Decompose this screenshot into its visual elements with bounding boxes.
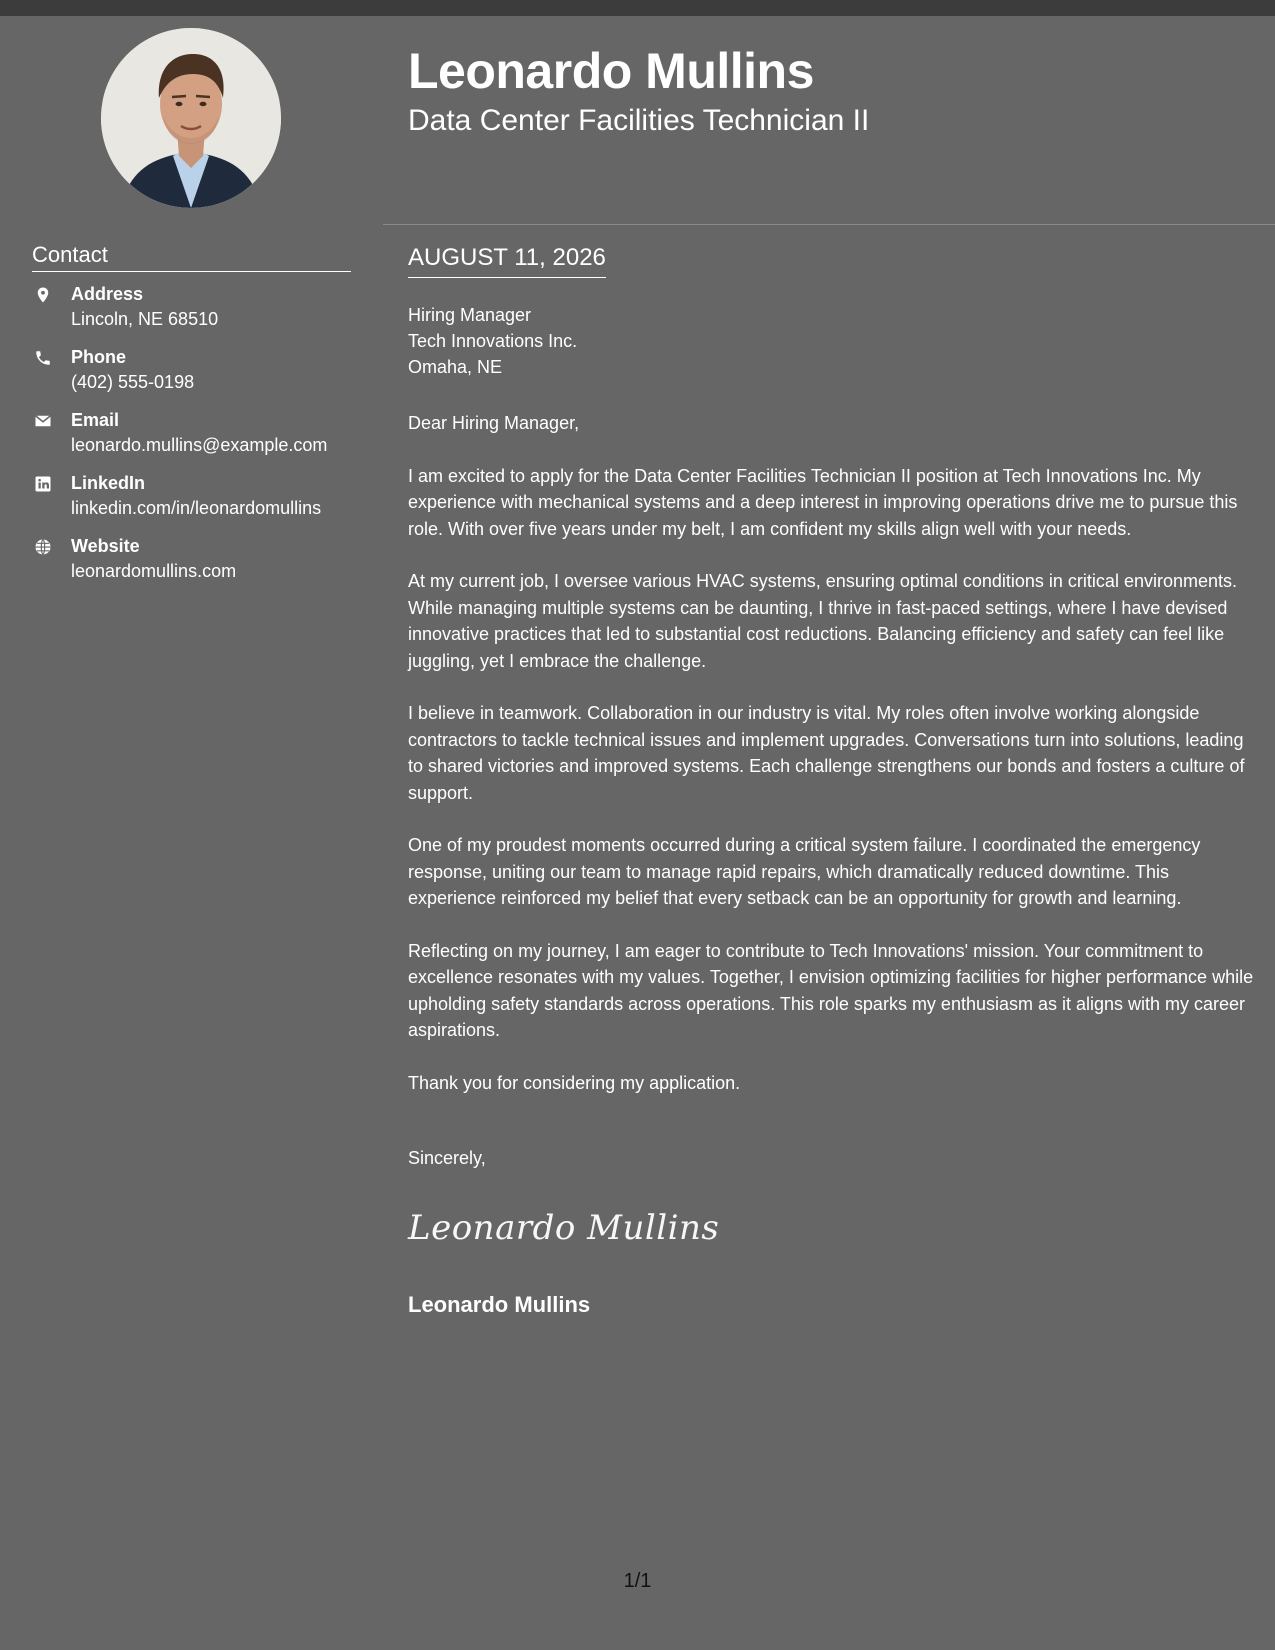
- contact-value[interactable]: linkedin.com/in/leonardomullins: [71, 498, 322, 518]
- location-pin-icon: [34, 286, 52, 304]
- contact-linkedin: [32, 473, 377, 536]
- profile-photo: [101, 28, 281, 208]
- closing: Sincerely,: [408, 1148, 486, 1168]
- contact-label: Website: [71, 536, 140, 556]
- letter-date: AUGUST 11, 2026: [408, 244, 606, 278]
- contact-label: Email: [71, 410, 120, 430]
- contact-phone: [32, 347, 377, 410]
- contact-list: [32, 284, 377, 599]
- recipient-location: Omaha, NE: [408, 357, 503, 377]
- contact-heading: Contact: [32, 242, 351, 272]
- salutation: Dear Hiring Manager,: [408, 413, 580, 433]
- letter-body: [408, 410, 1258, 1122]
- contact-value[interactable]: leonardo.mullins@example.com: [71, 435, 328, 455]
- contact-website: [32, 536, 377, 599]
- contact-label: Address: [71, 284, 144, 304]
- letter-paragraph: One of my proudest moments occurred during a critical system failure. I coordinated the emergency response, uniting our team to manage rapid repairs, which dramatically reduced downtime. This experience reinforced my belief that every setback can be an opportunity for growth and learning.: [408, 835, 1201, 908]
- contact-label: Phone: [71, 347, 127, 367]
- letter-paragraph: I believe in teamwork. Collaboration in our industry is vital. My roles often involve working alongside contractors to tackle technical issues and implement upgrades. Conversations turn into solutions, leading to shared victories and improved systems. Each challenge strengthens our bonds and fosters a culture of support.: [408, 703, 1245, 803]
- letter-paragraph: Reflecting on my journey, I am eager to contribute to Tech Innovations' mission. Your commitment to excellence resonates with my values. Together, I envision optimizing facilities for higher performance while upholding safety standards across operations. This role sparks my enthusiasm as it aligns with my career aspirations.: [408, 940, 1254, 1040]
- phone-icon: [34, 349, 52, 367]
- job-title: Data Center Facilities Technician II: [408, 104, 870, 137]
- sidebar: [0, 16, 383, 1650]
- contact-value: Lincoln, NE 68510: [71, 309, 219, 329]
- letter-paragraph: Thank you for considering my application.: [408, 1072, 741, 1093]
- page-number: 1/1: [623, 1570, 652, 1592]
- globe-icon: [34, 538, 52, 556]
- recipient-title: Hiring Manager: [408, 305, 532, 325]
- contact-value: (402) 555-0198: [71, 372, 195, 392]
- portrait-photo-icon: [101, 28, 281, 208]
- candidate-name: Leonardo Mullins: [408, 43, 814, 99]
- contact-label: LinkedIn: [71, 473, 146, 493]
- letter-paragraph: I am excited to apply for the Data Center Facilities Technician II position at Tech Innovations Inc. My experience with mechanical systems and a deep interest in improving operations drive me to pursue this role. With over five years under my belt, I am confident my skills align well with your needs.: [408, 465, 1238, 539]
- linkedin-icon: [34, 475, 52, 493]
- contact-address: [32, 284, 377, 347]
- handwritten-signature: Leonardo Mullins: [408, 1208, 720, 1248]
- recipient-company: Tech Innovations Inc.: [408, 331, 578, 351]
- header-divider: [383, 224, 1275, 225]
- top-bar: [0, 0, 1275, 16]
- recipient-block: [408, 302, 577, 380]
- contact-email: [32, 410, 377, 473]
- letter-paragraph: At my current job, I oversee various HVAC systems, ensuring optimal conditions in critical environments. While managing multiple systems can be daunting, I thrive in fast-paced settings, where I have devised innovative practices that led to substantial cost reductions. Balancing efficiency and safety can feel like juggling, yet I embrace the challenge.: [408, 571, 1237, 671]
- envelope-icon: [34, 412, 52, 430]
- signed-name: Leonardo Mullins: [408, 1292, 591, 1317]
- contact-value[interactable]: leonardomullins.com: [71, 561, 237, 581]
